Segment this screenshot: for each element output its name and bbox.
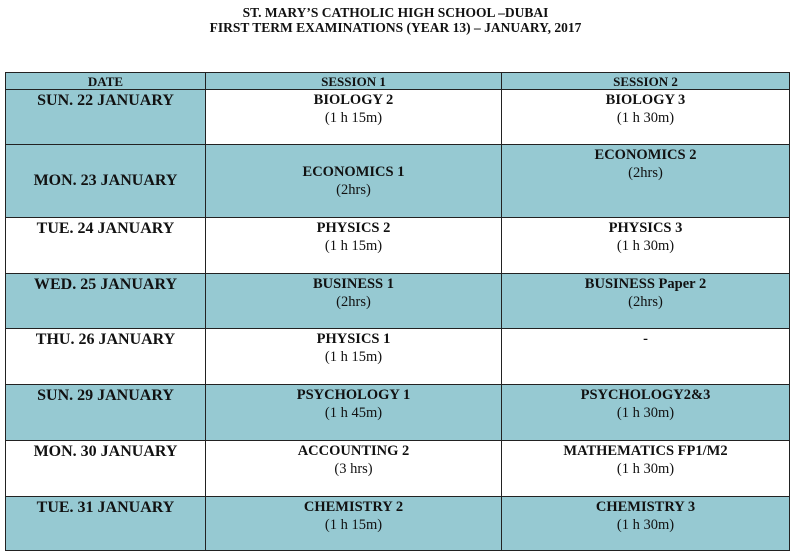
session2-subject: BUSINESS Paper 2 — [584, 276, 707, 292]
date-cell: MON. 30 JANUARY — [6, 441, 206, 497]
header-row — [6, 73, 790, 90]
session2-duration: (1 h 30m) — [616, 110, 675, 126]
date-cell: TUE. 31 JANUARY — [6, 497, 206, 551]
exam-title: FIRST TERM EXAMINATIONS (YEAR 13) – JANUARY, 2017 — [209, 20, 582, 35]
table-row — [6, 441, 790, 497]
session2-subject: CHEMISTRY 3 — [595, 499, 696, 515]
session1-subject: PHYSICS 2 — [316, 220, 391, 236]
date-cell: TUE. 24 JANUARY — [6, 218, 206, 274]
table-row — [6, 497, 790, 551]
session2-subject: BIOLOGY 3 — [605, 92, 686, 108]
session1-subject: ECONOMICS 1 — [302, 164, 405, 180]
session2-subject: MATHEMATICS FP1/M2 — [563, 443, 728, 459]
date-column-header: DATE — [6, 73, 206, 90]
session1-cell — [206, 329, 502, 385]
session2-duration: (1 h 30m) — [616, 461, 675, 477]
date-cell: THU. 26 JANUARY — [6, 329, 206, 385]
session2-duration: (2hrs) — [628, 294, 663, 310]
session1-subject: CHEMISTRY 2 — [303, 499, 404, 515]
session2-cell — [502, 441, 790, 497]
session2-cell — [502, 274, 790, 329]
table-row — [6, 385, 790, 441]
date-cell: SUN. 29 JANUARY — [6, 385, 206, 441]
session1-duration: (2hrs) — [336, 182, 371, 198]
session1-column-header: SESSION 1 — [206, 73, 502, 90]
session2-duration: (2hrs) — [628, 165, 663, 181]
session1-subject: PHYSICS 1 — [316, 331, 391, 347]
session2-cell — [502, 497, 790, 551]
session1-subject: BUSINESS 1 — [313, 276, 394, 292]
session1-duration: (1 h 15m) — [324, 110, 383, 126]
table-row — [6, 145, 790, 218]
session1-cell — [206, 145, 502, 218]
session1-subject: BIOLOGY 2 — [313, 92, 394, 108]
session2-cell — [502, 218, 790, 274]
session2-duration: (1 h 30m) — [616, 238, 675, 254]
session2-cell — [502, 145, 790, 218]
date-cell: MON. 23 JANUARY — [6, 145, 206, 218]
school-name: ST. MARY’S CATHOLIC HIGH SCHOOL –DUBAI — [242, 5, 549, 20]
document-title — [0, 5, 791, 35]
session2-cell — [502, 385, 790, 441]
session2-cell — [502, 329, 790, 385]
session1-cell — [206, 218, 502, 274]
session2-subject: PHYSICS 3 — [608, 220, 683, 236]
session1-duration: (1 h 15m) — [324, 517, 383, 533]
date-cell: WED. 25 JANUARY — [6, 274, 206, 329]
session1-subject: ACCOUNTING 2 — [297, 443, 410, 459]
session1-duration: (1 h 15m) — [324, 349, 383, 365]
session2-duration: (1 h 30m) — [616, 517, 675, 533]
session2-column-header: SESSION 2 — [502, 73, 790, 90]
session1-duration: (1 h 15m) — [324, 238, 383, 254]
exam-timetable — [5, 72, 790, 551]
session1-subject: PSYCHOLOGY 1 — [296, 387, 411, 403]
session2-subject: - — [643, 331, 648, 347]
session1-cell — [206, 90, 502, 145]
session1-duration: (1 h 45m) — [324, 405, 383, 421]
session2-cell — [502, 90, 790, 145]
table-row — [6, 329, 790, 385]
session1-cell — [206, 441, 502, 497]
date-cell: SUN. 22 JANUARY — [6, 90, 206, 145]
session1-duration: (3 hrs) — [334, 461, 373, 477]
session2-subject: ECONOMICS 2 — [594, 147, 697, 163]
session2-subject: PSYCHOLOGY2&3 — [580, 387, 711, 403]
table-row — [6, 90, 790, 145]
session1-cell — [206, 385, 502, 441]
table-row — [6, 274, 790, 329]
session2-duration: (1 h 30m) — [616, 405, 675, 421]
session1-duration: (2hrs) — [336, 294, 371, 310]
session1-cell — [206, 274, 502, 329]
table-row — [6, 218, 790, 274]
session1-cell — [206, 497, 502, 551]
